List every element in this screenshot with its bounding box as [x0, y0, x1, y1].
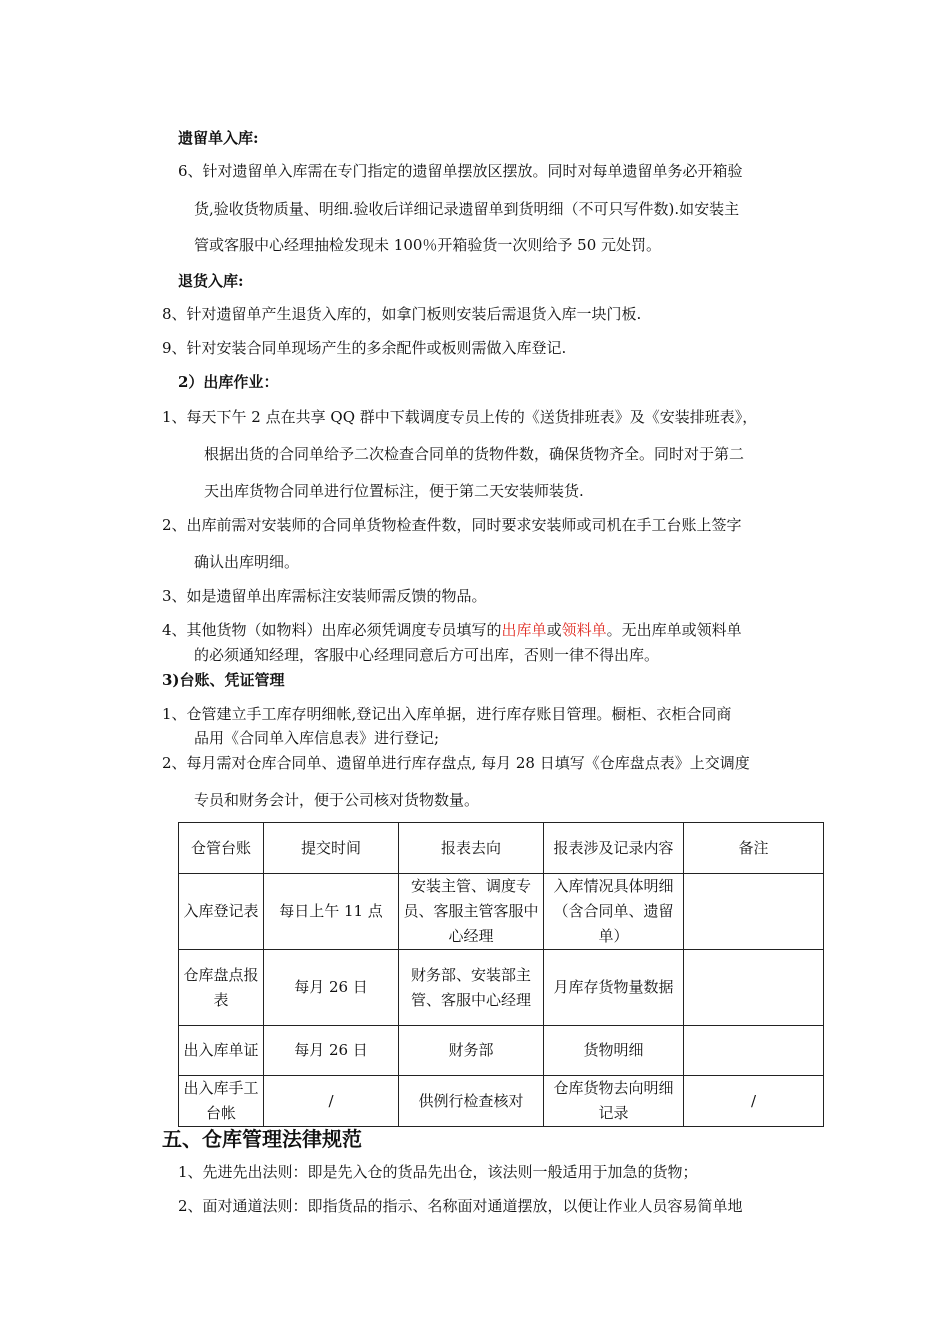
out3: 3、如是遗留单出库需标注安装师需反馈的物品。: [162, 587, 487, 605]
table-cell: 入库登记表: [179, 874, 264, 950]
header-cell: 备注: [684, 823, 824, 874]
table-cell: 供例行检查核对: [399, 1076, 544, 1127]
table-cell: /: [684, 1076, 824, 1127]
out4-pre: 4、其他货物（如物料）出库必须凭调度专员填写的: [162, 621, 502, 639]
table-cell: 仓库盘点报表: [179, 950, 264, 1026]
table-cell: 每日上午 11 点: [264, 874, 399, 950]
led2-line1: 2、每月需对仓库合同单、遗留单进行库存盘点, 每月 28 日填写《仓库盘点表》上交调度: [162, 754, 750, 772]
out4-line2: 的必须通知经理，客服中心经理同意后方可出库，否则一律不得出库。: [194, 646, 660, 664]
return-inbound-heading: 退货入库:: [178, 272, 244, 290]
table-cell: 财务部、安装部主管、客服中心经理: [399, 950, 544, 1026]
item6-line1: 6、针对遗留单入库需在专门指定的遗留单摆放区摆放。同时对每单遗留单务必开箱验: [178, 162, 743, 180]
law2: 2、面对通道法则：即指货品的指示、名称面对通道摆放，以便让作业人员容易简单地: [178, 1197, 743, 1215]
item6-line3: 管或客服中心经理抽检发现未 100％开箱验货一次则给予 50 元处罚。: [194, 236, 662, 254]
law1: 1、先进先出法则：即是先入仓的货品先出仓，该法则一般适用于加急的货物；: [178, 1163, 698, 1181]
led1-line2: 品用《合同单入库信息表》进行登记;: [194, 729, 440, 747]
section5-heading: 五、仓库管理法律规范: [162, 1127, 362, 1151]
outbound-heading: 2）出库作业：: [178, 373, 279, 391]
table-row: [179, 874, 824, 950]
table-row: [179, 1076, 824, 1127]
table-cell: [684, 950, 824, 1026]
table-cell: 每月 26 日: [264, 1026, 399, 1076]
table-cell: 仓库货物去向明细记录: [544, 1076, 684, 1127]
material-slip-term: 领料单: [561, 621, 607, 639]
table-cell: 出入库单证: [179, 1026, 264, 1076]
out1-line1: 1、每天下午 2 点在共享 QQ 群中下载调度专员上传的《送货排班表》及《安装排班表》，: [162, 408, 758, 426]
ledger-heading: 3)台账、凭证管理: [162, 671, 285, 689]
out4-mid: 或: [546, 621, 562, 639]
table-cell: 货物明细: [544, 1026, 684, 1076]
out2-line1: 2、出库前需对安装师的合同单货物检查件数，同时要求安装师或司机在手工台账上签字: [162, 516, 742, 534]
table-cell: /: [264, 1076, 399, 1127]
out4-post: 。无出库单或领料单: [606, 621, 742, 639]
table-cell: 月库存货物量数据: [544, 950, 684, 1026]
ledger-table: [178, 822, 824, 1127]
table-cell: [684, 874, 824, 950]
table-cell: [684, 1026, 824, 1076]
header-cell: 仓管台账: [179, 823, 264, 874]
outbound-slip-term: 出库单: [501, 621, 547, 639]
out4-line1: [162, 620, 742, 640]
table-cell: 安装主管、调度专员、客服主管客服中心经理: [399, 874, 544, 950]
header-cell: 报表去向: [399, 823, 544, 874]
table-row: [179, 1026, 824, 1076]
table-header-row: [179, 823, 824, 874]
table-cell: 每月 26 日: [264, 950, 399, 1026]
leftover-inbound-heading: 遗留单入库:: [178, 129, 259, 147]
out2-line2: 确认出库明细。: [194, 553, 300, 571]
table-cell: 出入库手工台帐: [179, 1076, 264, 1127]
table-cell: 财务部: [399, 1026, 544, 1076]
table-cell: 入库情况具体明细（含合同单、遗留单）: [544, 874, 684, 950]
header-cell: 提交时间: [264, 823, 399, 874]
item8: 8、针对遗留单产生退货入库的，如拿门板则安装后需退货入库一块门板.: [162, 305, 642, 323]
out1-line2: 根据出货的合同单给予二次检查合同单的货物件数，确保货物齐全。同时对于第二: [204, 445, 745, 463]
header-cell: 报表涉及记录内容: [544, 823, 684, 874]
table-row: [179, 950, 824, 1026]
led1-line1: 1、仓管建立手工库存明细帐,登记出入库单据，进行库存账目管理。橱柜、衣柜合同商: [162, 705, 732, 723]
item6-line2: 货,验收货物质量、明细.验收后详细记录遗留单到货明细（不可只写件数).如安装主: [194, 200, 740, 218]
led2-line2: 专员和财务会计，便于公司核对货物数量。: [194, 791, 480, 809]
out1-line3: 天出库货物合同单进行位置标注，便于第二天安装师装货.: [204, 482, 584, 500]
item9: 9、针对安装合同单现场产生的多余配件或板则需做入库登记.: [162, 339, 567, 357]
